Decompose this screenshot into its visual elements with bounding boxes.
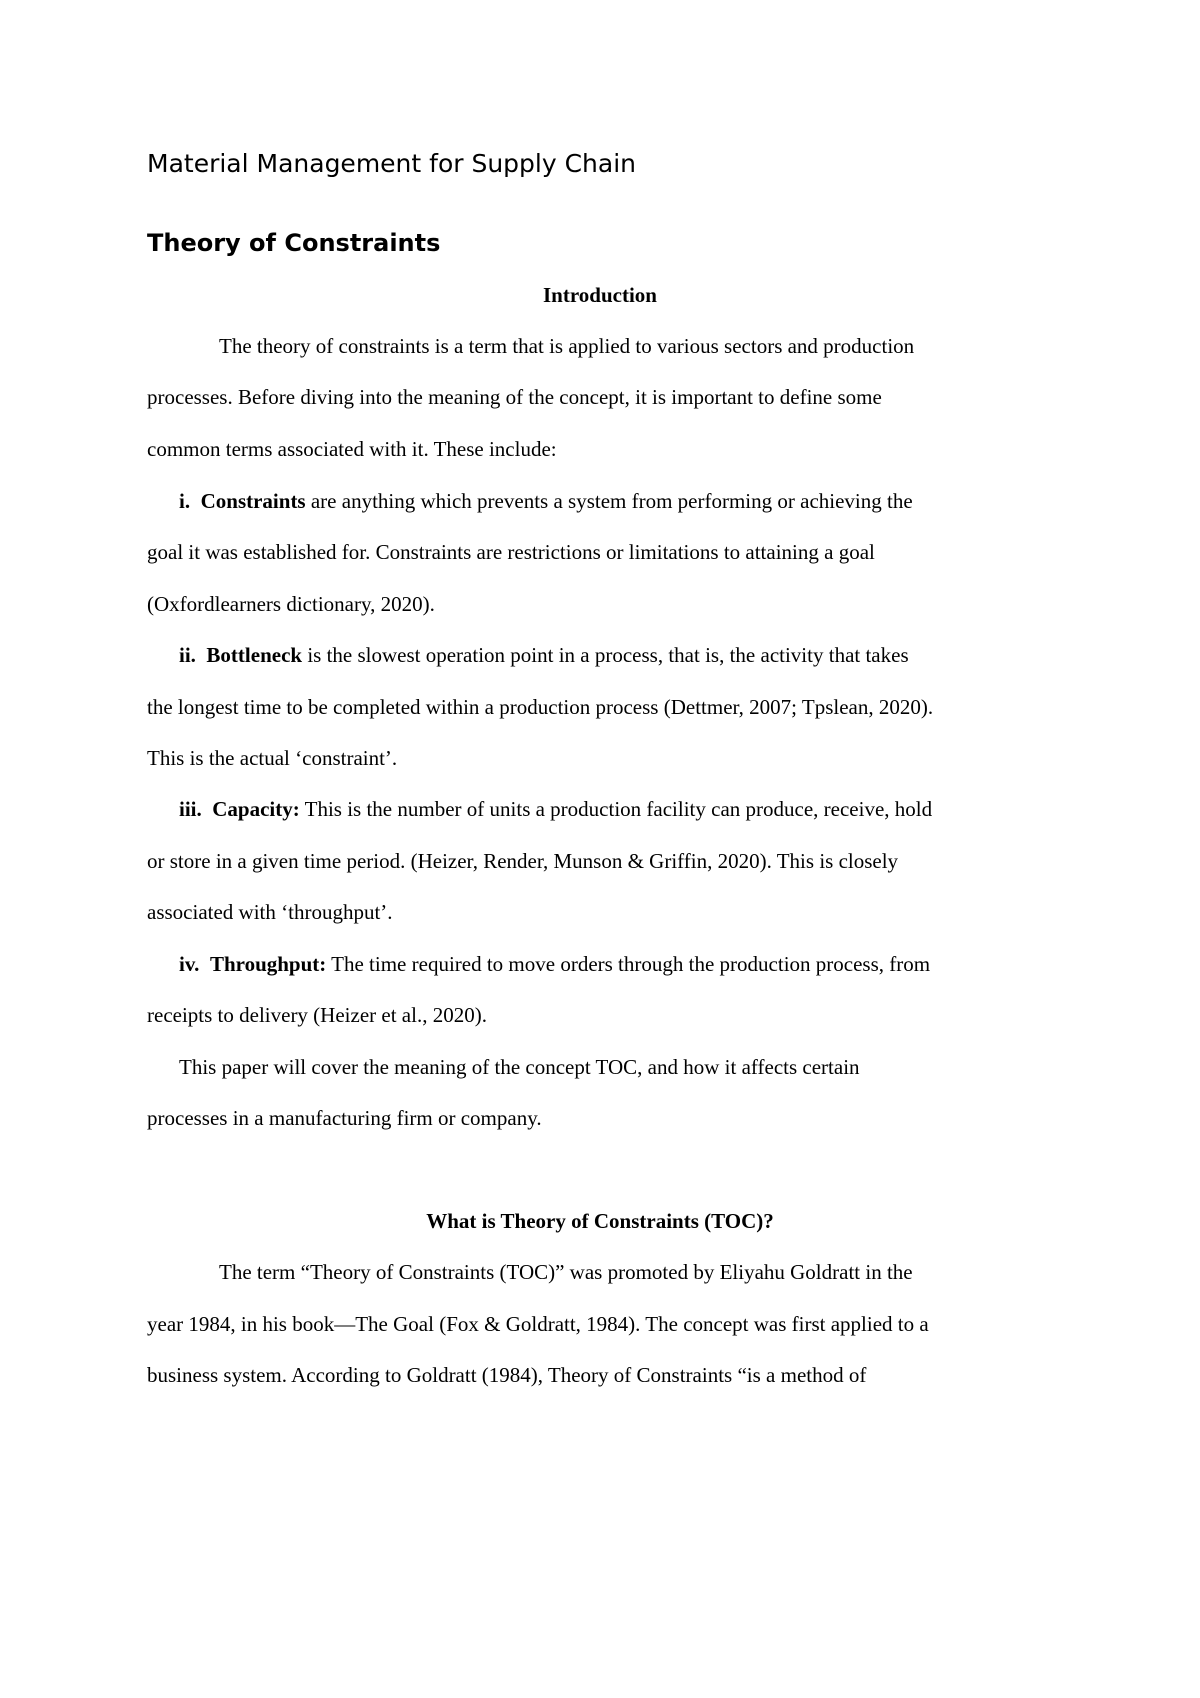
definition-text: is the slowest operation point in a process, that is, the activity that takes [302,643,909,667]
definition-term: Constraints [200,489,306,513]
definition-constraints [179,486,913,516]
definition-capacity [179,794,932,824]
definition-marker: ii. [179,643,196,667]
definition-term: Capacity: [212,797,300,821]
definition-text: are anything which prevents a system from performing or achieving the [305,489,913,513]
definition-line: the longest time to be completed within a production process (Dettmer, 2007; Tpslean, 2020). [147,695,934,719]
definition-line: (Oxfordlearners dictionary, 2020). [147,592,435,616]
closing-line-2: processes in a manufacturing firm or company. [147,1106,542,1130]
intro-line-2: processes. Before diving into the meaning of the concept, it is important to define some [147,385,882,409]
definition-throughput [179,949,930,979]
definition-line: or store in a given time period. (Heizer, Render, Munson & Griffin, 2020). This is closely [147,849,899,873]
intro-line-3: common terms associated with it. These include: [147,437,557,461]
toc-line-2: year 1984, in his book—The Goal (Fox & Goldratt, 1984). The concept was first applied to a [147,1312,929,1336]
toc-heading: What is Theory of Constraints (TOC)? [426,1209,774,1233]
intro-heading: Introduction [543,283,657,307]
toc-line-3: business system. According to Goldratt (1984), Theory of Constraints “is a method of [147,1363,867,1387]
intro-line-1: The theory of constraints is a term that is applied to various sectors and production [219,334,915,358]
definition-text: This is the number of units a production facility can produce, receive, hold [299,797,933,821]
definition-text: The time required to move orders through the production process, from [326,952,931,976]
document-title: Material Management for Supply Chain [147,149,637,178]
definition-bottleneck [179,640,909,670]
definition-line: receipts to delivery (Heizer et al., 2020). [147,1003,487,1027]
definition-marker: iii. [179,797,202,821]
definition-line: goal it was established for. Constraints are restrictions or limitations to attaining a goal [147,540,875,564]
definition-line: associated with ‘throughput’. [147,900,393,924]
definition-marker: iv. [179,952,200,976]
document-subtitle: Theory of Constraints [147,229,441,257]
toc-line-1: The term “Theory of Constraints (TOC)” was promoted by Eliyahu Goldratt in the [219,1260,913,1284]
definition-marker: i. [179,489,191,513]
definition-term: Throughput: [209,952,327,976]
closing-line-1: This paper will cover the meaning of the concept TOC, and how it affects certain [179,1055,860,1079]
definition-line: This is the actual ‘constraint’. [147,746,398,770]
definition-term: Bottleneck [206,643,303,667]
